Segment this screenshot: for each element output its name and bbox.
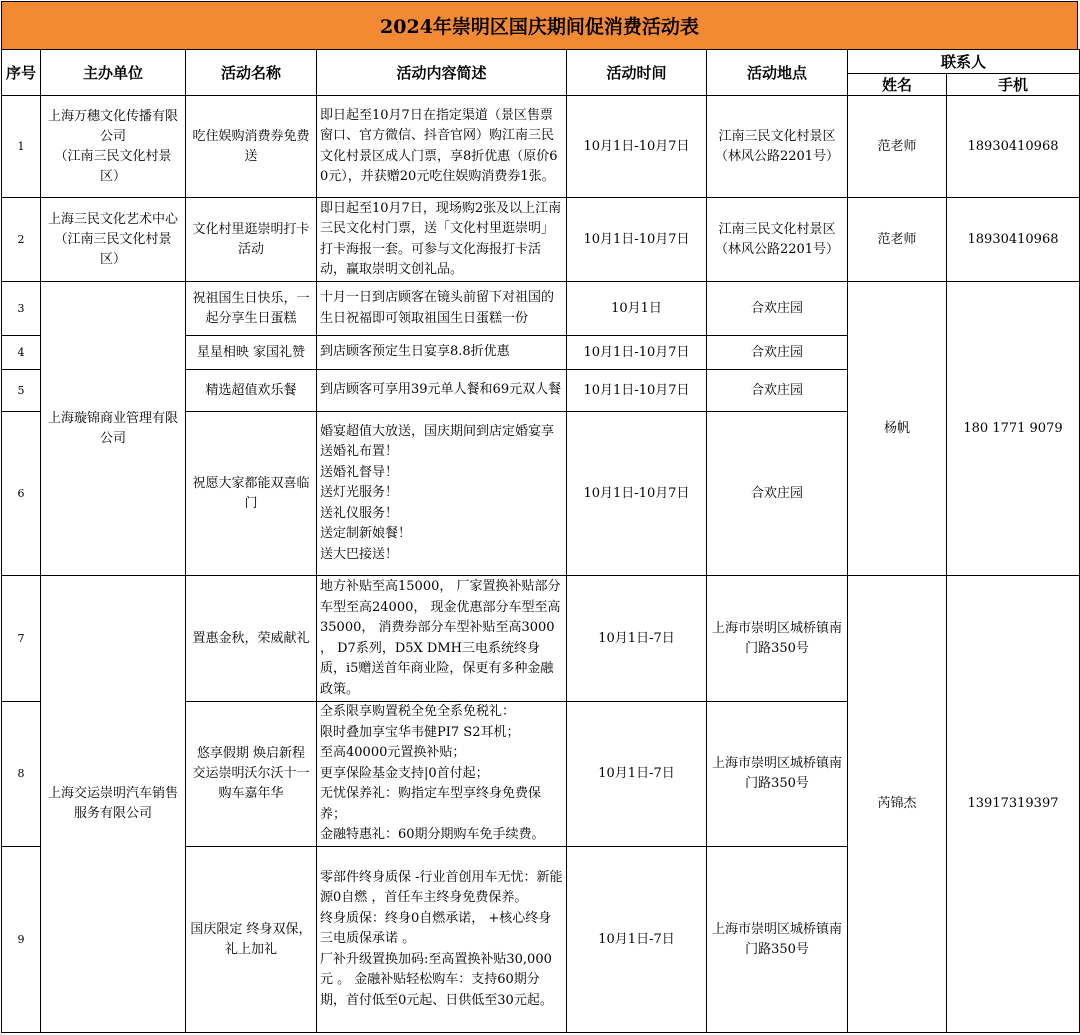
header-contact-phone: 手机 — [947, 74, 1080, 96]
cell-activity-time: 10月1日-10月7日 — [567, 96, 707, 198]
header-seq: 序号 — [2, 50, 41, 96]
cell-activity-desc: 地方补贴至高15000， 厂家置换补贴部分车型至高24000， 现金优惠部分车型至高35000， 消费券部分车型补贴至高3000 ， D7系列，D5X DMH三电系统终身质，i5赠送首年商业险，保更有多种金融政策。 — [317, 576, 567, 702]
cell-activity-place: 上海市崇明区城桥镇南门路350号 — [707, 847, 848, 1033]
cell-activity-desc: 十月一日到店顾客在镜头前留下对祖国的生日祝福即可领取祖国生日蛋糕一份 — [317, 282, 567, 336]
cell-activity-place: 合欢庄园 — [707, 370, 848, 412]
cell-seq: 4 — [2, 336, 41, 370]
cell-activity-time: 10月1日-7日 — [567, 847, 707, 1033]
cell-activity-place: 合欢庄园 — [707, 336, 848, 370]
cell-activity-time: 10月1日 — [567, 282, 707, 336]
table-row — [2, 282, 1080, 336]
cell-activity-desc: 到店顾客预定生日宴享8.8折优惠 — [317, 336, 567, 370]
cell-activity-desc: 零部件终身质保 -行业首创用车无忧：新能源0自燃 ，首任车主终身免费保养。 终身质保：终身0自燃承诺， +核心终身三电质保承诺 。 厂补升级置换加码:至高置换补贴30,000元 。 金融补贴轻松购车：支持60期分期，首付低至0元起、日供低至30元起。 — [317, 847, 567, 1033]
cell-activity-place: 上海市崇明区城桥镇南门路350号 — [707, 576, 848, 702]
cell-activity-name: 置惠金秋，荣威献礼 — [186, 576, 317, 702]
cell-activity-desc: 到店顾客可享用39元单人餐和69元双人餐 — [317, 370, 567, 412]
page-title: 2024年崇明区国庆期间促消费活动表 — [1, 1, 1078, 50]
cell-seq: 5 — [2, 370, 41, 412]
cell-seq: 2 — [2, 198, 41, 282]
cell-activity-name: 祝愿大家都能双喜临门 — [186, 412, 317, 576]
table-row — [2, 576, 1080, 702]
header-organizer: 主办单位 — [41, 50, 186, 96]
cell-activity-time: 10月1日-10月7日 — [567, 370, 707, 412]
cell-activity-name: 星星相映 家国礼赞 — [186, 336, 317, 370]
cell-activity-time: 10月1日-10月7日 — [567, 198, 707, 282]
cell-contact-name: 杨帆 — [848, 282, 947, 576]
cell-seq: 1 — [2, 96, 41, 198]
cell-activity-time: 10月1日-7日 — [567, 576, 707, 702]
cell-activity-time: 10月1日-10月7日 — [567, 336, 707, 370]
header-activity-name: 活动名称 — [186, 50, 317, 96]
cell-organizer: 上海三民文化艺术中心 （江南三民文化村景区） — [41, 198, 186, 282]
header-activity-desc: 活动内容简述 — [317, 50, 567, 96]
cell-activity-desc: 婚宴超值大放送，国庆期间到店定婚宴享 送婚礼布置！ 送婚礼督导！ 送灯光服务！ 送礼仪服务！ 送定制新娘餐！ 送大巴接送！ — [317, 412, 567, 576]
cell-activity-time: 10月1日-7日 — [567, 702, 707, 847]
cell-contact-phone: 18930410968 — [947, 96, 1080, 198]
cell-activity-name: 文化村里逛崇明打卡活动 — [186, 198, 317, 282]
cell-activity-place: 江南三民文化村景区 （林风公路2201号） — [707, 198, 848, 282]
cell-activity-desc: 全系限享购置税全免全系免税礼： 限时叠加享宝华韦健PI7 S2耳机； 至高40000元置换补贴； 更享保险基金支持|0首付起； 无忧保养礼：购指定车型享终身免费保养； 金融特惠礼：60期分期购车免手续费。 — [317, 702, 567, 847]
cell-contact-name: 芮锦杰 — [848, 576, 947, 1033]
cell-activity-place: 上海市崇明区城桥镇南门路350号 — [707, 702, 848, 847]
cell-activity-name: 精选超值欢乐餐 — [186, 370, 317, 412]
activity-table — [1, 49, 1080, 1033]
cell-contact-phone: 18930410968 — [947, 198, 1080, 282]
cell-activity-desc: 即日起至10月7日在指定渠道（景区售票窗口、官方微信、抖音官网）购江南三民文化村景区成人门票，享8折优惠（原价60元），并获赠20元吃住娱购消费券1张。 — [317, 96, 567, 198]
cell-activity-place: 合欢庄园 — [707, 282, 848, 336]
cell-activity-desc: 即日起至10月7日，现场购2张及以上江南三民文化村门票，送「文化村里逛崇明」打卡海报一套。可参与文化海报打卡活动，赢取崇明文创礼品。 — [317, 198, 567, 282]
table-row — [2, 96, 1080, 198]
cell-seq: 9 — [2, 847, 41, 1033]
header-activity-place: 活动地点 — [707, 50, 848, 96]
cell-organizer: 上海万穗文化传播有限公司 （江南三民文化村景区） — [41, 96, 186, 198]
cell-seq: 6 — [2, 412, 41, 576]
cell-contact-phone: 180 1771 9079 — [947, 282, 1080, 576]
cell-contact-name: 范老师 — [848, 96, 947, 198]
cell-seq: 8 — [2, 702, 41, 847]
header-contact-name: 姓名 — [848, 74, 947, 96]
cell-activity-name: 国庆限定 终身双保，礼上加礼 — [186, 847, 317, 1033]
cell-activity-place: 江南三民文化村景区 （林风公路2201号） — [707, 96, 848, 198]
cell-organizer: 上海璇锦商业管理有限公司 — [41, 282, 186, 576]
cell-seq: 7 — [2, 576, 41, 702]
cell-activity-time: 10月1日-10月7日 — [567, 412, 707, 576]
cell-activity-name: 吃住娱购消费券免费送 — [186, 96, 317, 198]
cell-activity-place: 合欢庄园 — [707, 412, 848, 576]
table-row — [2, 198, 1080, 282]
cell-seq: 3 — [2, 282, 41, 336]
header-contact: 联系人 — [848, 50, 1080, 74]
cell-activity-name: 悠享假期 焕启新程 交运崇明沃尔沃十一购车嘉年华 — [186, 702, 317, 847]
cell-activity-name: 祝祖国生日快乐，一起分享生日蛋糕 — [186, 282, 317, 336]
header-activity-time: 活动时间 — [567, 50, 707, 96]
cell-contact-name: 范老师 — [848, 198, 947, 282]
cell-organizer: 上海交运崇明汽车销售服务有限公司 — [41, 576, 186, 1033]
cell-contact-phone: 13917319397 — [947, 576, 1080, 1033]
